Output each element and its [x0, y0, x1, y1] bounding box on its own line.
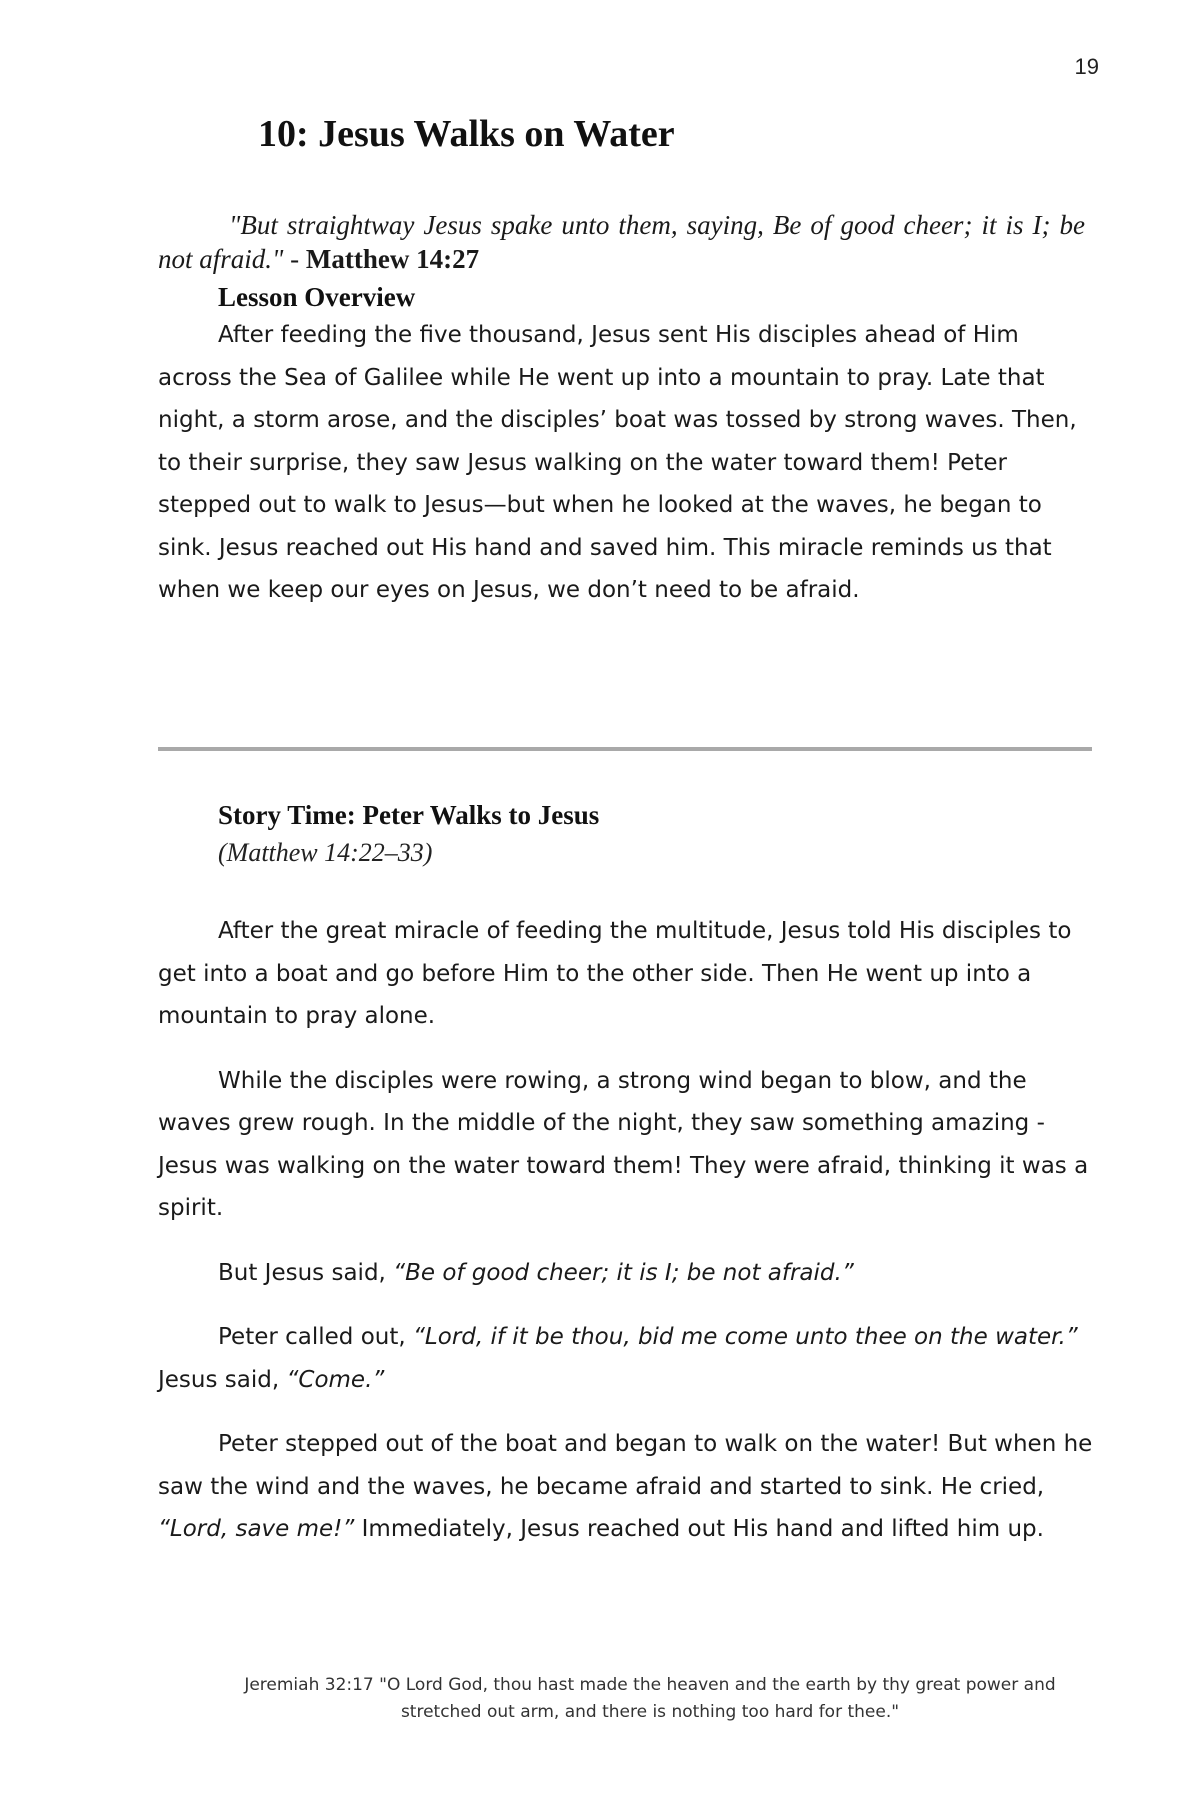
lesson-overview-paragraph: After feeding the five thousand, Jesus sent His disciples ahead of Him across the Sea of Galilee while He went up into a mountain to pray. Late that night, a storm arose, and the disciples’ boat was tossed by strong waves. Then, to their surprise, they saw Jesus walking on the water toward them! Peter stepped out to walk to Jesus—but when he looked at the waves, he began to sink. Jesus reached out His hand and saved him. This miracle reminds us that when we keep our eyes on Jesus, we don’t need to be afraid. — [158, 322, 1077, 603]
key-verse-reference: Matthew 14:27 — [305, 244, 480, 274]
story-paragraph-2: While the disciples were rowing, a strong wind began to blow, and the waves grew rough. In the middle of the night, they saw something amazing - Jesus was walking on the water toward them! They were afraid, thinking it was a spirit. — [158, 1067, 1089, 1221]
story-paragraph-1: After the great miracle of feeding the multitude, Jesus told His disciples to get into a boat and go before Him to the other side. Then He went up into a mountain to pray alone. — [158, 918, 1072, 1029]
key-verse-text: "But straightway Jesus spake unto them, saying, Be of good cheer; it is I; be not afraid." — [158, 210, 1085, 274]
story-p3-quote: “Be of good cheer; it is I; be not afraid.” — [393, 1259, 854, 1286]
page-number: 19 — [1074, 54, 1099, 79]
footer-line-1: Jeremiah 32:17 "O Lord God, thou hast made the heaven and the earth by thy great power and — [244, 1675, 1056, 1695]
story-p5-quote: “Lord, save me!” — [158, 1516, 355, 1542]
story-paragraph-4 — [158, 1316, 1093, 1401]
story-p4-mid: Jesus said, — [158, 1366, 287, 1393]
story-paragraph-3 — [158, 1252, 1093, 1295]
story-p5-a: Peter stepped out of the boat and began to walk on the water! But when he saw the wind and the waves, he became afraid and started to sink. He cried, — [158, 1431, 1093, 1500]
story-heading: Story Time: Peter Walks to Jesus — [218, 800, 600, 830]
story-p3-intro: But Jesus said, — [218, 1259, 394, 1286]
story-paragraph-5 — [158, 1423, 1093, 1551]
story-p4-quote-1: “Lord, if it be thou, bid me come unto thee on the water.” — [413, 1324, 1078, 1350]
story-reference: (Matthew 14:22–33) — [218, 838, 433, 867]
footer-line-2: stretched out arm, and there is nothing too hard for thee." — [400, 1702, 900, 1722]
key-verse — [158, 208, 1085, 276]
footer-verse — [200, 1672, 1100, 1726]
story-body — [158, 910, 1093, 1573]
story-p4-quote-2: “Come.” — [286, 1366, 385, 1393]
chapter-title: 10: Jesus Walks on Water — [258, 113, 675, 155]
section-divider — [158, 747, 1092, 751]
story-p4-intro: Peter called out, — [218, 1324, 414, 1350]
lesson-overview-heading: Lesson Overview — [218, 282, 416, 312]
story-p5-b: Immediately, Jesus reached out His hand and lifted him up. — [354, 1516, 1044, 1542]
key-verse-separator: - — [283, 244, 306, 274]
lesson-overview-body — [158, 314, 1093, 612]
